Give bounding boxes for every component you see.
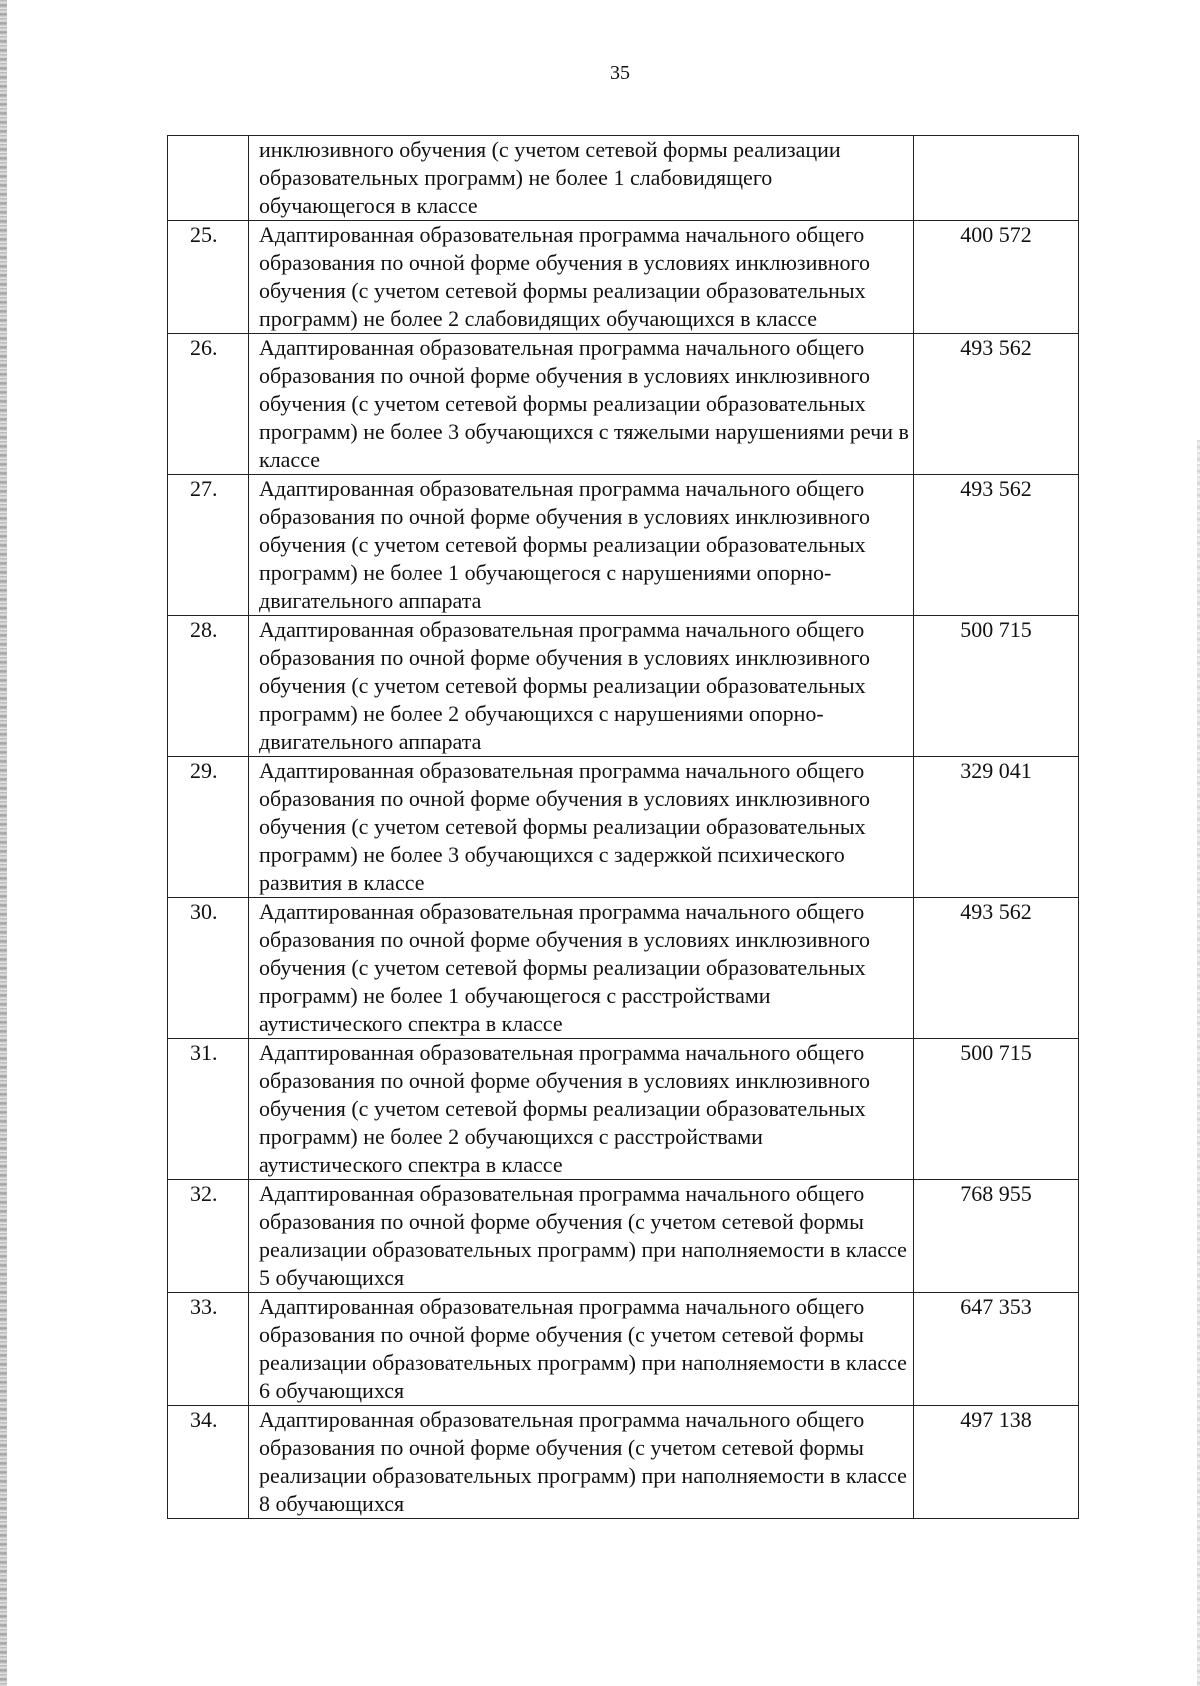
table-row	[168, 475, 1079, 616]
program-description: Адаптированная образовательная программа начального общего образования по очной форме обучения в условиях инклюзивного обучения (с учетом сетевой формы реализации образовательных программ) не более 2 обучающихся с расстройствами аутистического спектра в классе	[249, 1039, 914, 1180]
row-number: 34.	[168, 1406, 249, 1519]
table-row	[168, 757, 1079, 898]
cost-value	[914, 136, 1079, 221]
program-description: Адаптированная образовательная программа начального общего образования по очной форме обучения в условиях инклюзивного обучения (с учетом сетевой формы реализации образовательных программ) не более 1 обучающегося с расстройствами аутистического спектра в классе	[249, 898, 914, 1039]
row-number: 30.	[168, 898, 249, 1039]
table-row	[168, 221, 1079, 334]
program-description: Адаптированная образовательная программа начального общего образования по очной форме обучения в условиях инклюзивного обучения (с учетом сетевой формы реализации образовательных программ) не более 2 обучающихся с нарушениями опорно-двигательного аппарата	[249, 616, 914, 757]
program-description: Адаптированная образовательная программа начального общего образования по очной форме обучения (с учетом сетевой формы реализации образовательных программ) при наполняемости в классе 8 обучающихся	[249, 1406, 914, 1519]
row-number	[168, 136, 249, 221]
scan-edge-left	[0, 0, 7, 1686]
row-number: 28.	[168, 616, 249, 757]
row-number: 31.	[168, 1039, 249, 1180]
row-number: 27.	[168, 475, 249, 616]
table-row	[168, 1406, 1079, 1519]
row-number: 32.	[168, 1180, 249, 1293]
program-description: Адаптированная образовательная программа начального общего образования по очной форме обучения в условиях инклюзивного обучения (с учетом сетевой формы реализации образовательных программ) не более 2 слабовидящих обучающихся в классе	[249, 221, 914, 334]
cost-value: 768 955	[914, 1180, 1079, 1293]
table-row	[168, 1293, 1079, 1406]
row-number: 33.	[168, 1293, 249, 1406]
cost-value: 329 041	[914, 757, 1079, 898]
cost-value: 493 562	[914, 475, 1079, 616]
program-description: Адаптированная образовательная программа начального общего образования по очной форме обучения в условиях инклюзивного обучения (с учетом сетевой формы реализации образовательных программ) не более 3 обучающихся с тяжелыми нарушениями речи в классе	[249, 334, 914, 475]
table-row	[168, 898, 1079, 1039]
program-description: Адаптированная образовательная программа начального общего образования по очной форме обучения в условиях инклюзивного обучения (с учетом сетевой формы реализации образовательных программ) не более 3 обучающихся с задержкой психического развития в классе	[249, 757, 914, 898]
program-description: Адаптированная образовательная программа начального общего образования по очной форме обучения в условиях инклюзивного обучения (с учетом сетевой формы реализации образовательных программ) не более 1 обучающегося с нарушениями опорно-двигательного аппарата	[249, 475, 914, 616]
cost-value: 493 562	[914, 898, 1079, 1039]
program-description: инклюзивного обучения (с учетом сетевой формы реализации образовательных программ) не более 1 слабовидящего обучающегося в классе	[249, 136, 914, 221]
cost-value: 500 715	[914, 616, 1079, 757]
cost-value: 400 572	[914, 221, 1079, 334]
cost-value: 497 138	[914, 1406, 1079, 1519]
table-row	[168, 334, 1079, 475]
table-row	[168, 136, 1079, 221]
table-row	[168, 1180, 1079, 1293]
page-number: 35	[610, 62, 630, 84]
row-number: 29.	[168, 757, 249, 898]
price-table	[167, 135, 1079, 1519]
cost-value: 500 715	[914, 1039, 1079, 1180]
cost-value: 493 562	[914, 334, 1079, 475]
table-row	[168, 1039, 1079, 1180]
program-description: Адаптированная образовательная программа начального общего образования по очной форме обучения (с учетом сетевой формы реализации образовательных программ) при наполняемости в классе 6 обучающихся	[249, 1293, 914, 1406]
table-row	[168, 616, 1079, 757]
program-description: Адаптированная образовательная программа начального общего образования по очной форме обучения (с учетом сетевой формы реализации образовательных программ) при наполняемости в классе 5 обучающихся	[249, 1180, 914, 1293]
cost-value: 647 353	[914, 1293, 1079, 1406]
row-number: 25.	[168, 221, 249, 334]
row-number: 26.	[168, 334, 249, 475]
